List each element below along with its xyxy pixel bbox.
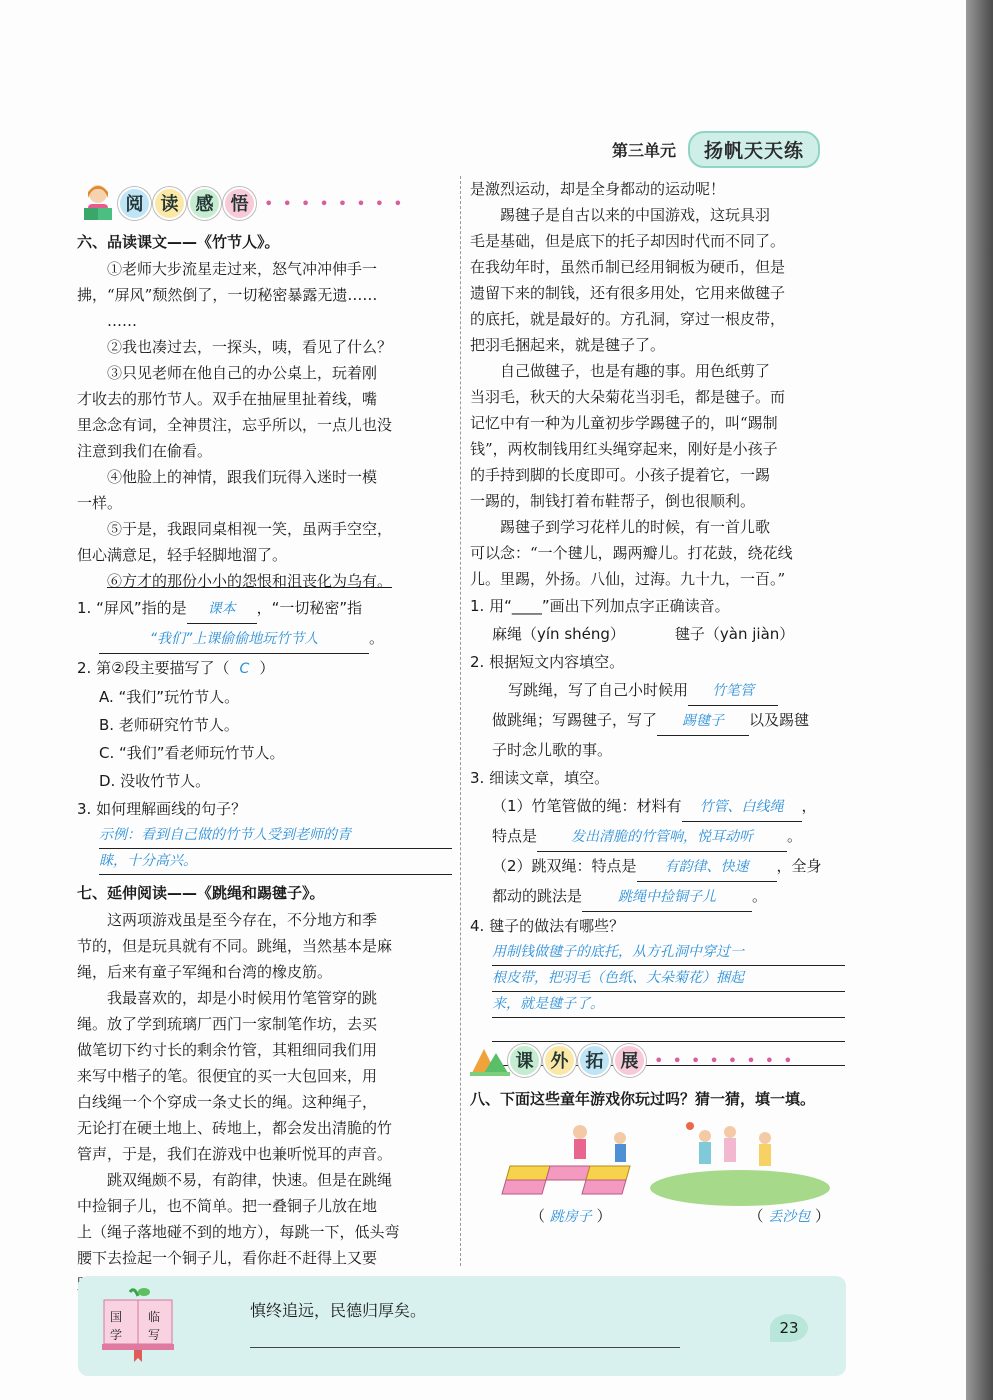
answer-text: 丢沙包: [768, 1209, 811, 1225]
answer-line[interactable]: 示例：看到自己做的竹节人受到老师的青: [99, 823, 452, 849]
option-c: C. “我们”看老师玩竹节人。: [99, 744, 285, 762]
question-text: ）: [259, 659, 275, 677]
question-text: 。: [369, 629, 385, 647]
girl-reading-icon: [80, 182, 116, 224]
passage-line: 一样。: [77, 494, 123, 512]
banner-char: 外: [543, 1044, 576, 1077]
question-text: 都动的跳法是: [492, 887, 583, 905]
question-text: 写跳绳，写了自己小时候用: [508, 681, 689, 699]
book-char: 写: [148, 1328, 161, 1342]
passage-line: 管声，于是，我们在游戏中也兼听悦耳的声音。: [77, 1145, 393, 1163]
passage-line: ②我也凑过去，一探头，咦，看见了什么？: [107, 338, 393, 356]
passage-line: 踢毽子到学习花样儿的时候，有一首儿歌: [500, 518, 771, 536]
passage-line: 的手持到脚的长度即可。小孩子提着它，一踢: [470, 466, 771, 484]
decorative-dots: ••••••••: [654, 1050, 802, 1070]
writing-line[interactable]: [250, 1347, 680, 1348]
fill-line: [470, 676, 845, 706]
passage-line: 在我幼年时，虽然币制已经用铜板为硬币，但是: [470, 258, 786, 276]
banner-char: 阅: [118, 187, 151, 220]
answer-line[interactable]: 根皮带，把羽毛（色纸、大朵菊花）捆起: [492, 966, 845, 992]
passage-line: 拂，“屏风”颓然倒了，一切秘密暴露无遗……: [77, 286, 378, 304]
passage-line: ⑤于是，我跟同桌相视一笑，虽两手空空，: [107, 520, 393, 538]
unit-label: 第三单元: [612, 140, 677, 160]
answer-blank[interactable]: 有韵律、快速: [637, 853, 777, 882]
banner-char: 悟: [223, 187, 256, 220]
fill-line: [470, 706, 845, 736]
fill-line: 子时念儿歌的事。: [492, 741, 613, 759]
passage-line: 记忆中有一种为儿童初步学踢毽子的，叫“踢制: [470, 414, 778, 432]
passage-line: 白线绳一个个穿成一条丈长的绳。这种绳子，: [77, 1093, 378, 1111]
passage-line: 才收去的那竹节人。双手在抽屉里扯着线，嘴: [77, 390, 378, 408]
passage-line: 把羽毛捆起来，就是毽子了。: [470, 336, 666, 354]
question-6-1-cont: [77, 624, 452, 654]
question-8-title: 八、下面这些童年游戏你玩过吗？猜一猜，填一填。: [470, 1090, 816, 1108]
column-divider: [460, 176, 461, 1266]
passage-line: 踢毽子是自古以来的中国游戏，这玩具羽: [500, 206, 771, 224]
passage-line: 上（绳子落地碰不到的地方），每跳一下，低头弯: [77, 1223, 400, 1241]
question-text: ，全身: [776, 857, 822, 875]
option-d: D. 没收竹节人。: [99, 772, 211, 790]
passage-line: 儿。里踢，外扬。八仙，过海。九十九，一百。”: [470, 570, 786, 588]
passage-line: 但心满意足，轻手轻脚地溜了。: [77, 546, 288, 564]
banner-char: 展: [613, 1044, 646, 1077]
passage-line: 跳双绳颇不易，有韵律，快速。但是在跳绳: [107, 1171, 393, 1189]
passage-line: 一踢的，制钱打着布鞋帮子，倒也很顺利。: [470, 492, 756, 510]
question-6-1: [77, 594, 452, 624]
option-b: B. 老师研究竹节人。: [99, 716, 239, 734]
passage-line: ④他脸上的神情，跟我们玩得入迷时一模: [107, 468, 378, 486]
question-6-3: 3. 如何理解画线的句子？: [77, 800, 247, 818]
question-text: 做跳绳；写踢毽子，写了: [492, 711, 658, 729]
answer-blank[interactable]: 竹管、白线绳: [682, 793, 802, 822]
pinyin-item[interactable]: 毽子（yàn jiàn）: [674, 625, 795, 643]
banner-char: 课: [508, 1044, 541, 1077]
open-book-icon: [98, 1286, 178, 1364]
passage-line: 注意到我们在偷看。: [77, 442, 213, 460]
question-text: ，: [801, 797, 817, 815]
underlined-sentence: ⑥方才的那份小小的怨恨和沮丧化为乌有。: [107, 572, 393, 590]
question-text: 特点是: [492, 827, 538, 845]
answer-blank[interactable]: 课本: [187, 595, 257, 624]
passage-line: 绳，后来有童子军绳和台湾的橡皮筋。: [77, 963, 333, 981]
question-text: 。: [787, 827, 803, 845]
banner-char: 读: [153, 187, 186, 220]
passage-line: 来写中楷子的笔。很便宜的买一大包回来，用: [77, 1067, 378, 1085]
book-char: 国: [110, 1310, 123, 1324]
section-banner-extension: [470, 1037, 802, 1083]
left-column: [77, 228, 452, 1297]
question-7-2: 2. 根据短文内容填空。: [470, 653, 625, 671]
passage-line: 里念念有词，全神贯注，忘乎所以，一点儿也没: [77, 416, 393, 434]
passage-line: 无论打在硬土地上、砖地上，都会发出清脆的竹: [77, 1119, 393, 1137]
passage-line: 当羽毛，秋天的大朵菊花当羽毛，都是毽子。而: [470, 388, 786, 406]
answer-line[interactable]: 睐，十分高兴。: [99, 849, 452, 875]
question-6-2: [77, 654, 452, 683]
passage-line: ③只见老师在他自己的办公桌上，玩着刚: [107, 364, 378, 382]
answer-blank[interactable]: 发出清脆的竹管响，悦耳动听: [537, 823, 787, 852]
sandbag-game-icon: [650, 1122, 830, 1206]
brand-title: 扬帆天天练: [688, 131, 820, 168]
question-7-1: 1. 用“____”画出下列加点字正确读音。: [470, 597, 730, 615]
hopscotch-icon: [502, 1125, 630, 1194]
footer-quote: 慎终追远，民德归厚矣。: [250, 1301, 427, 1320]
question-text: 以及踢毽: [749, 711, 810, 729]
game-answer-1[interactable]: （ 跳房子 ）: [530, 1207, 612, 1225]
question-text: ，“一切秘密”指: [256, 599, 363, 617]
question-text: （1）竹笔管做的绳：材料有: [492, 797, 682, 815]
passage-line: 中捡铜子儿，也不简单。把一叠铜子儿放在地: [77, 1197, 378, 1215]
question-text: （2）跳双绳：特点是: [492, 857, 637, 875]
answer-blank[interactable]: “我们”上课偷偷地玩竹节人: [99, 625, 369, 654]
page-number: 23: [770, 1314, 808, 1342]
section-banner-reading: [80, 180, 412, 226]
passage-line: ①老师大步流星走过来，怒气冲冲伸手一: [107, 260, 378, 278]
fill-line: [470, 882, 845, 912]
question-text: 2. 第②段主要描写了（: [77, 659, 230, 677]
book-char: 学: [110, 1328, 123, 1342]
question-text: 1. “屏风”指的是: [77, 599, 187, 617]
passage-line: 腰下去捡起一个铜子儿，看你赶不赶得上又要: [77, 1249, 378, 1267]
footer-panel: [78, 1276, 846, 1376]
passage-line: 遗留下来的制钱，还有很多用处，它用来做毽子: [470, 284, 786, 302]
games-illustration: [480, 1118, 835, 1210]
passage-line: 绳。放了学到琉璃厂西门一家制笔作坊，去买: [77, 1015, 378, 1033]
book-char: 临: [148, 1310, 161, 1324]
question-7-3: 3. 细读文章，填空。: [470, 769, 610, 787]
passage-line: 这两项游戏虽是至今存在，不分地方和季: [107, 911, 378, 929]
question-7-title: 七、延伸阅读——《跳绳和踢毽子》。: [77, 884, 325, 902]
answer-text: 跳房子: [549, 1209, 592, 1225]
passage-line: 做笔切下约寸长的剩余竹管，其粗细同我们用: [77, 1041, 378, 1059]
answer-line[interactable]: 用制钱做毽子的底托，从方孔洞中穿过一: [492, 940, 845, 966]
passage-line: 我最喜欢的，却是小时候用竹笔管穿的跳: [107, 989, 378, 1007]
passage-line: ……: [107, 312, 137, 330]
game-answer-2[interactable]: （ 丢沙包 ）: [748, 1207, 830, 1225]
scan-edge-strip: [966, 0, 993, 1400]
pinyin-row: [470, 620, 845, 648]
pinyin-item[interactable]: 麻绳（yín shéng）: [492, 625, 625, 643]
banner-char: 感: [188, 187, 221, 220]
decorative-dots: ••••••••: [264, 193, 412, 213]
question-text: 。: [752, 887, 768, 905]
passage-line: 钱”，两枚制钱用红头绳穿起来，刚好是小孩子: [470, 440, 778, 458]
passage-line: 可以念：“一个毽儿，踢两瓣儿。打花鼓，绕花线: [470, 544, 793, 562]
game-answers: [530, 1205, 830, 1226]
banner-char: 拓: [578, 1044, 611, 1077]
answer-blank[interactable]: 踢毽子: [657, 707, 749, 736]
passage-line: 节的，但是玩具就有不同。跳绳，当然基本是麻: [77, 937, 393, 955]
answer-blank[interactable]: 竹笔管: [688, 677, 778, 706]
passage-line: 自己做毽子，也是有趣的事。用色纸剪了: [500, 362, 771, 380]
page-header: [612, 133, 820, 165]
option-a: A. “我们”玩竹节人。: [99, 688, 240, 706]
passage-line: 毛是基础，但是底下的托子却因时代而不同了。: [470, 232, 786, 250]
fill-line: [470, 852, 845, 882]
right-column: [470, 176, 845, 1066]
fill-line: [470, 822, 845, 852]
question-6-title: 六、品读课文——《竹节人》。: [77, 233, 280, 251]
tent-icon: [470, 1039, 506, 1081]
answer-line[interactable]: 来，就是毽子了。: [492, 992, 845, 1018]
fill-line: [470, 792, 845, 822]
answer-blank[interactable]: 跳绳中捡铜子儿: [582, 883, 752, 912]
passage-line: 的底托，就是最好的。方孔洞，穿过一根皮带，: [470, 310, 786, 328]
passage-line: 是激烈运动，却是全身都动的运动呢！: [470, 180, 726, 198]
answer-choice[interactable]: C: [239, 661, 250, 677]
question-7-4: 4. 毽子的做法有哪些？: [470, 917, 625, 935]
